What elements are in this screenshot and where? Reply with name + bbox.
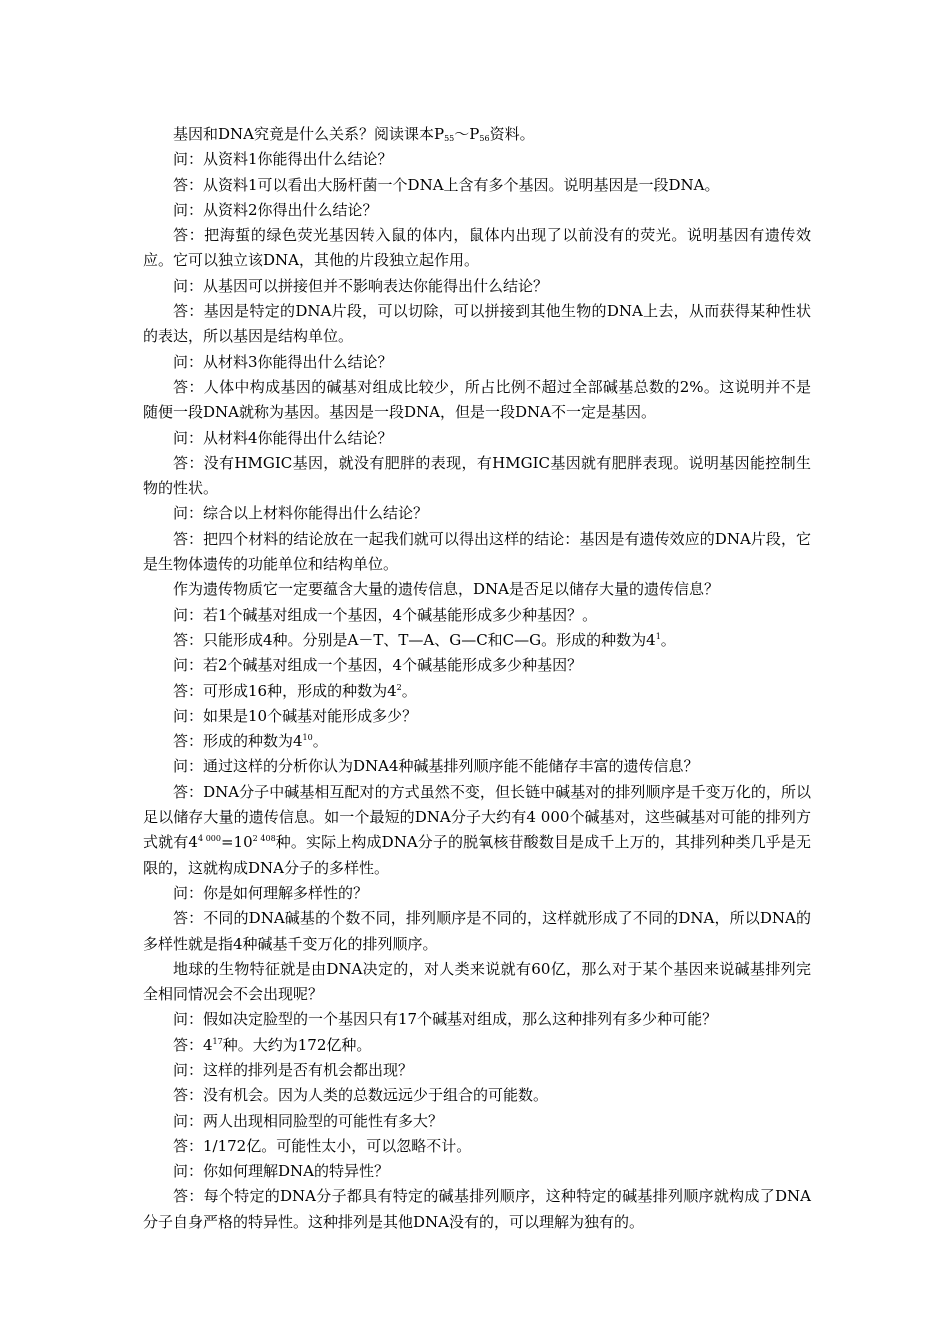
answer-8: 答：可形成16种，形成的种数为$4^2$。 [173, 681, 417, 700]
exponent: 10 [302, 733, 313, 743]
answer-4: 答：人体中构成基因的碱基对组成比较少，所占比例不超过全部碱基总数的2%。这说明并不是随便一段DNA就称为基因。基因是一段DNA，但是一段DNA不一定是基因。 [143, 377, 811, 422]
question-8: 问：若2个碱基对组成一个基因，4个碱基能形成多少种基因？ [173, 656, 583, 675]
question-6: 问：综合以上材料你能得出什么结论？ [173, 504, 429, 523]
exponent: 1 [655, 631, 661, 641]
answer-12: 答：$4^{17}$种。大约为172亿种。 [173, 1035, 372, 1054]
document-body [143, 122, 811, 1235]
question-12: 问：假如决定脸型的一个基因只有17个碱基对组成，那么这种排列有多少种可能？ [173, 1010, 718, 1029]
question-15: 问：你如何理解DNA的特异性？ [173, 1162, 389, 1181]
question-7: 问：若1个碱基对组成一个基因，4个碱基能形成多少种基因？。 [173, 605, 598, 624]
question-13: 问：这样的排列是否有机会都出现？ [173, 1060, 414, 1079]
page-subscript-end: 56 [479, 134, 490, 143]
answer-14: 答：1/172亿。可能性太小，可以忽略不计。 [173, 1136, 472, 1155]
paragraph-intro: 基因和DNA究竟是什么关系？阅读课本$P_{55}\sim P_{56}$资料。 [173, 125, 535, 143]
answer-6: 答：把四个材料的结论放在一起我们就可以得出这样的结论：基因是有遗传效应的DNA片段，它是生物体遗传的功能单位和结构单位。 [143, 529, 811, 574]
answer-7: 答：只能形成4种。分别是A－T、T—A、G—C和C—G。形成的种数为$4^1$。 [173, 630, 676, 649]
question-4: 问：从材料3你能得出什么结论？ [173, 352, 393, 371]
answer-1: 答：从资料1可以看出大肠杆菌一个DNA上含有多个基因。说明基因是一段DNA。 [173, 175, 720, 194]
paragraph-info-storage: 作为遗传物质它一定要蕴含大量的遗传信息，DNA是否足以储存大量的遗传信息？ [173, 580, 719, 599]
answer-3: 答：基因是特定的DNA片段，可以切除，可以拼接到其他生物的DNA上去，从而获得某种性状的表达，所以基因是结构单位。 [143, 302, 811, 346]
exponent: 2 [396, 682, 402, 692]
exponent: 17 [212, 1036, 223, 1046]
answer-10: 答：DNA分子中碱基相互配对的方式虽然不变，但长链中碱基对的排列顺序是千变万化的，所以足以储存大量的遗传信息。如一个最短的DNA分子大约有4 000个碱基对，这些碱基对可能的排列方式就有$4^{4 000}=10^{2 408}$种。实际上构成DNA分子的脱氧核苷酸数目是成千上万的，其排列种类几乎是无限的，这就构成DNA分子的多样性。 [143, 782, 811, 877]
question-3: 问：从基因可以拼接但并不影响表达你能得出什么结论？ [173, 276, 549, 295]
page-subscript-start: 55 [444, 134, 455, 143]
question-1: 问：从资料1你能得出什么结论？ [173, 150, 393, 169]
paragraph-global-features: 地球的生物特征就是由DNA决定的，对人类来说就有60亿，那么对于某个基因来说碱基排列完全相同情况会不会出现呢？ [143, 959, 811, 1004]
question-10: 问：通过这样的分析你认为DNA4种碱基排列顺序能不能储存丰富的遗传信息？ [173, 757, 699, 776]
question-2: 问：从资料2你得出什么结论？ [173, 200, 378, 219]
exponent: 4 000 [197, 834, 221, 844]
question-5: 问：从材料4你能得出什么结论？ [173, 428, 393, 447]
exponent: 2 408 [252, 834, 276, 844]
answer-5: 答：没有HMGIC基因，就没有肥胖的表现，有HMGIC基因就有肥胖表现。说明基因能控制生物的性状。 [143, 453, 811, 498]
answer-11: 答：不同的DNA碱基的个数不同，排列顺序是不同的，这样就形成了不同的DNA，所以DNA的多样性就是指4种碱基千变万化的排列顺序。 [143, 909, 811, 953]
question-11: 问：你是如何理解多样性的？ [173, 883, 369, 902]
answer-13: 答：没有机会。因为人类的总数远远少于组合的可能数。 [173, 1086, 549, 1105]
answer-9: 答：形成的种数为$4^{10}$。 [173, 732, 328, 751]
question-9: 问：如果是10个碱基对能形成多少？ [173, 706, 418, 725]
question-14: 问：两人出现相同脸型的可能性有多大？ [173, 1111, 444, 1130]
answer-2: 答：把海蜇的绿色荧光基因转入鼠的体内，鼠体内出现了以前没有的荧光。说明基因有遗传效应。它可以独立该DNA，其他的片段独立起作用。 [143, 226, 811, 270]
answer-15: 答：每个特定的DNA分子都具有特定的碱基排列顺序，这种特定的碱基排列顺序就构成了DNA分子自身严格的特异性。这种排列是其他DNA没有的，可以理解为独有的。 [143, 1187, 811, 1231]
